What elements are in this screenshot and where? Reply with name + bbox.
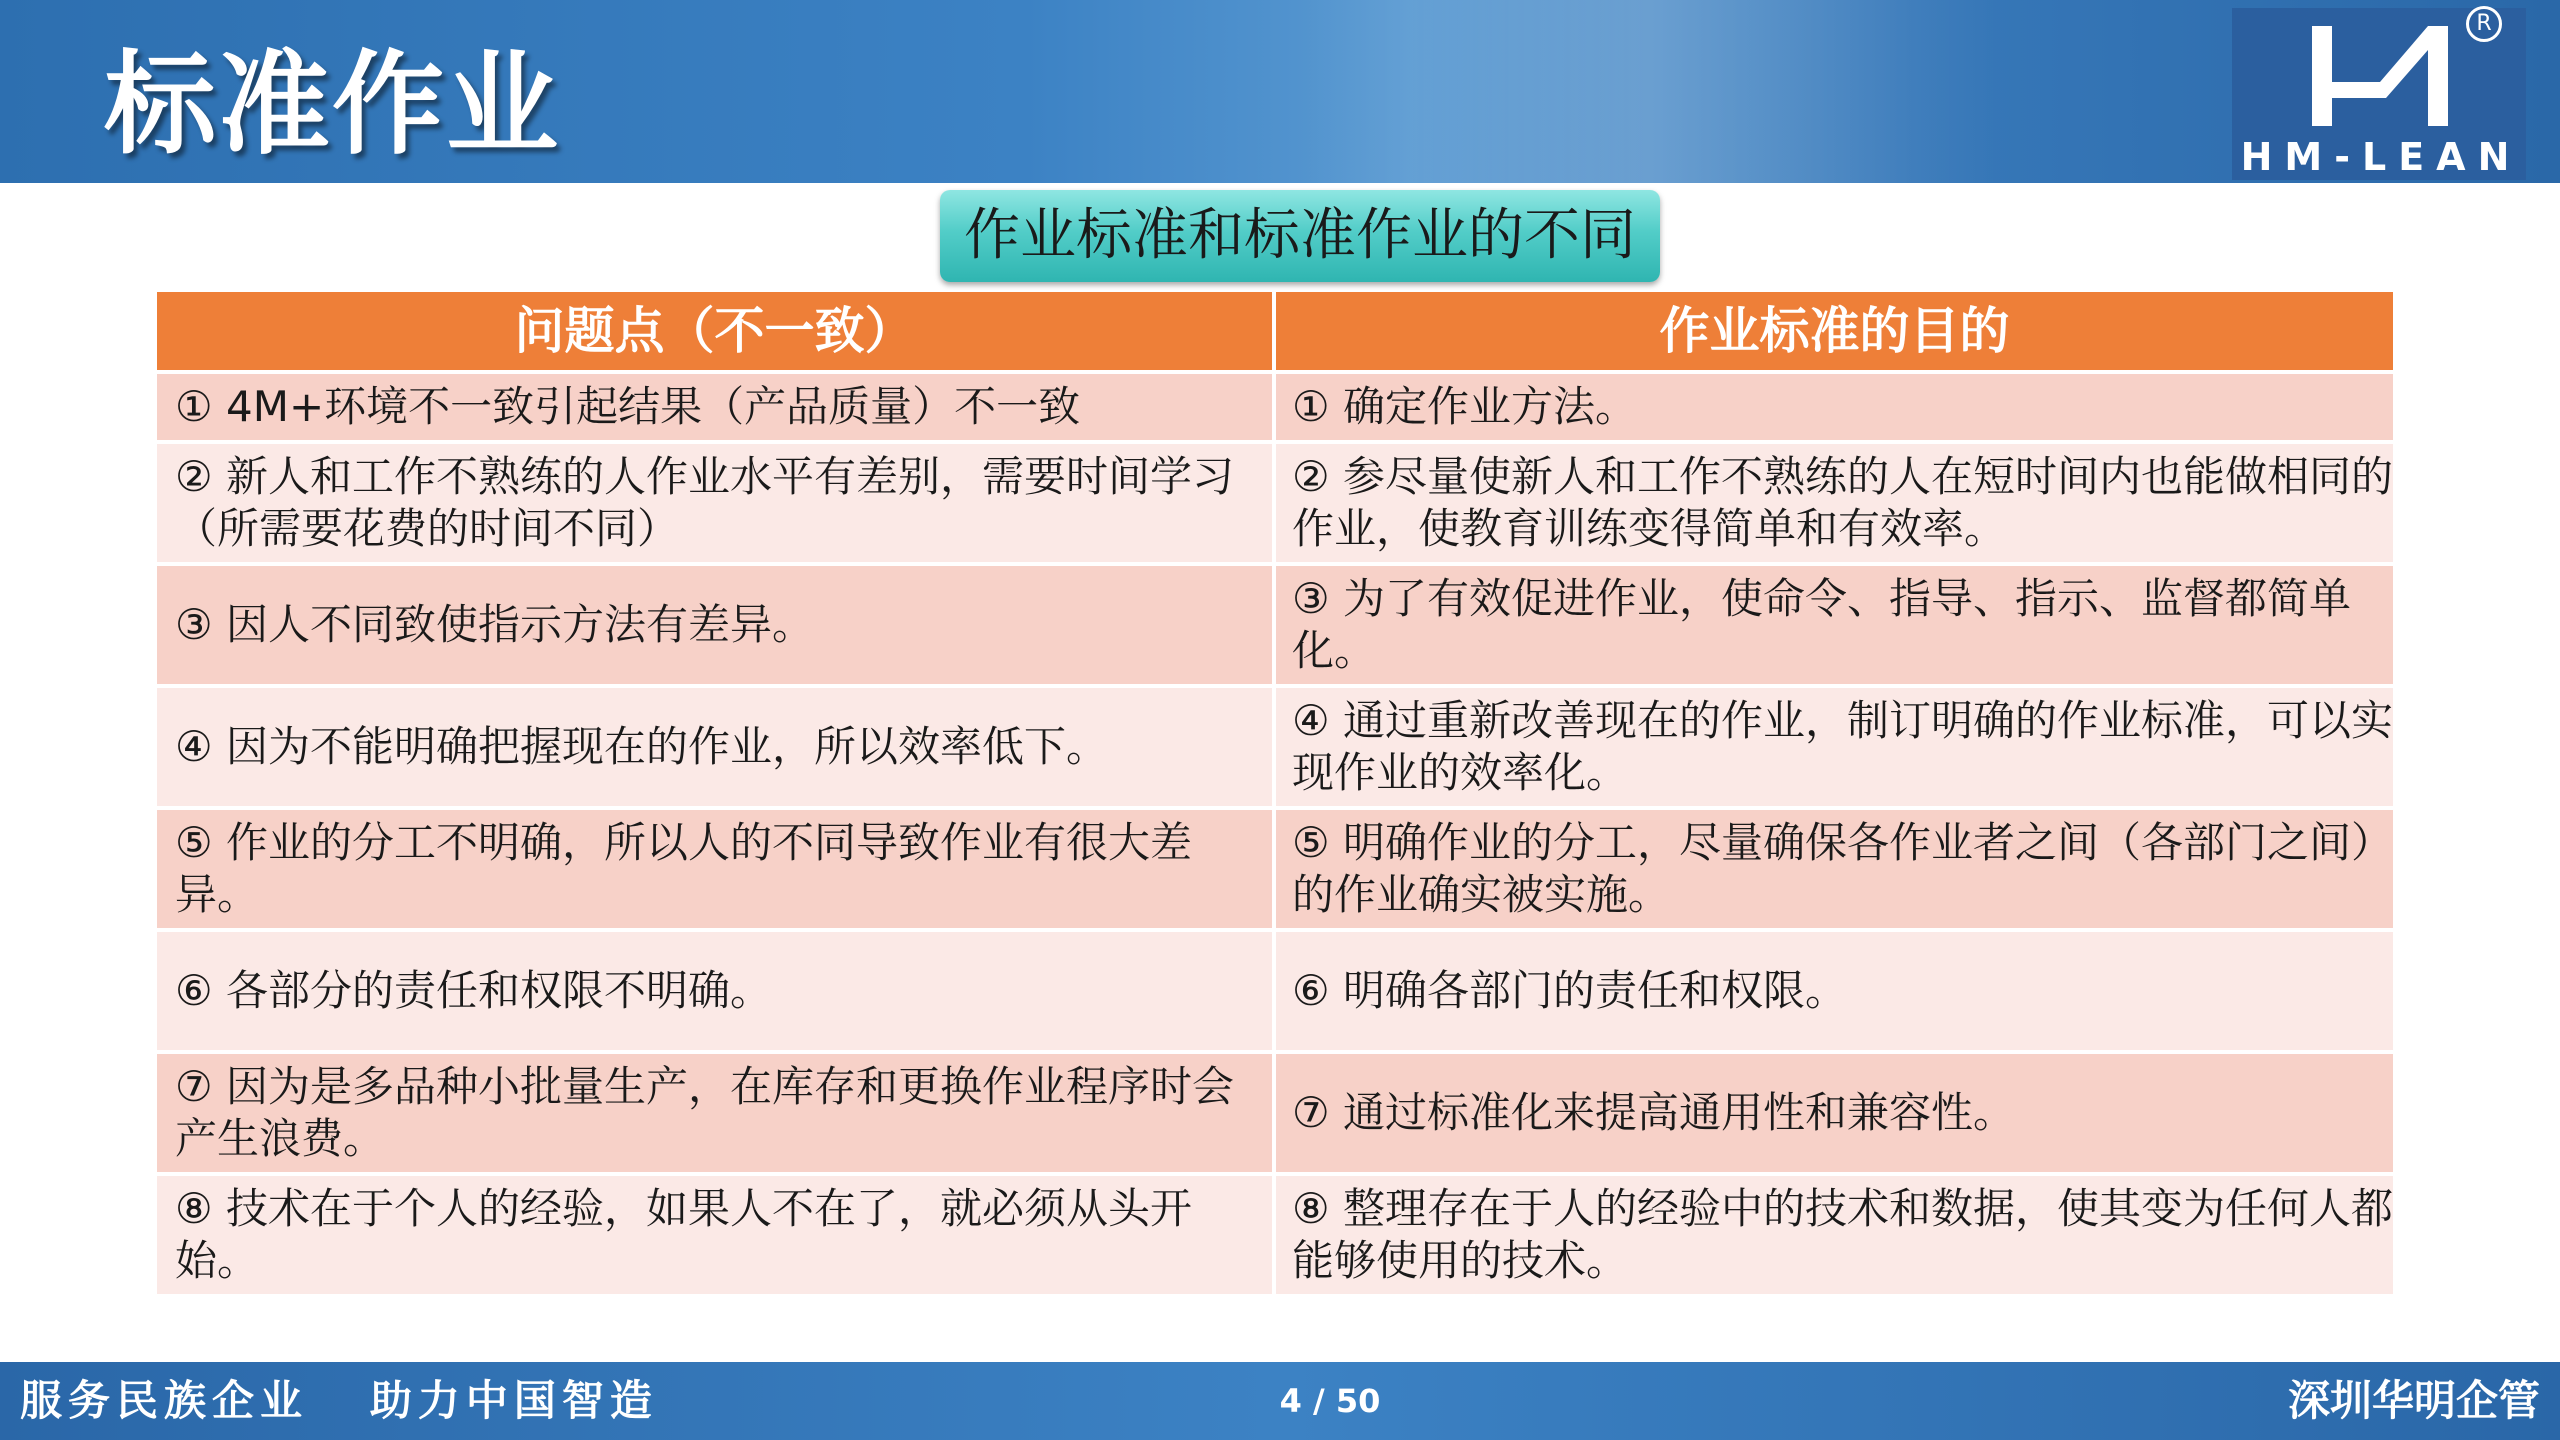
purpose-cell [1276,688,2393,806]
table-row [157,1176,2393,1294]
problem-cell [157,566,1272,684]
purpose-text: ① 确定作业方法。 [1292,382,1638,431]
table-row [157,374,2393,440]
purpose-text: ③ 为了有效促进作业，使命令、指导、指示、监督都简单化。 [1292,574,2352,675]
footer-slogan: 服务民族企业 助力中国智造 [20,1376,658,1425]
purpose-cell [1276,374,2393,440]
problem-cell [157,932,1272,1050]
purpose-text: ⑥ 明确各部门的责任和权限。 [1292,966,1848,1015]
problem-text: ⑥ 各部分的责任和权限不明确。 [175,966,773,1015]
problem-cell [157,444,1272,562]
purpose-cell [1276,444,2393,562]
problem-cell [157,688,1272,806]
table-row [157,810,2393,928]
header-band [0,0,2560,183]
purpose-cell [1276,1054,2393,1172]
problem-text: ⑤ 作业的分工不明确，所以人的不同导致作业有很大差异。 [175,818,1193,919]
problem-text: ④ 因为不能明确把握现在的作业，所以效率低下。 [175,722,1109,771]
problem-cell [157,1176,1272,1294]
table-row [157,932,2393,1050]
column-header-purpose: 作业标准的目的 [1276,292,2393,370]
purpose-cell [1276,810,2393,928]
problem-text: ⑧ 技术在于个人的经验，如果人不在了，就必须从头开始。 [175,1184,1193,1285]
table-header-row [157,292,2393,370]
registered-trademark-icon: R [2466,6,2502,42]
problem-text: ② 新人和工作不熟练的人作业水平有差别，需要时间学习（所需要花费的时间不同） [175,452,1235,553]
purpose-text: ② 参尽量使新人和工作不熟练的人在短时间内也能做相同的作业，使教育训练变得简单和有效率。 [1292,452,2394,553]
table-row [157,566,2393,684]
problem-text: ① 4M+环境不一致引起结果（产品质量）不一致 [175,382,1081,431]
problem-text: ⑦ 因为是多品种小批量生产，在库存和更换作业程序时会产生浪费。 [175,1062,1235,1163]
subtitle: 作业标准和标准作业的不同 [940,190,1660,282]
problem-cell [157,374,1272,440]
table-row [157,688,2393,806]
logo-text: HM-LEAN [2240,135,2522,179]
problem-cell [157,1054,1272,1172]
page-number: 4 / 50 [1279,1382,1381,1420]
footer-company: 深圳华明企管 [2287,1376,2540,1425]
header-shine [1300,0,2000,183]
purpose-text: ④ 通过重新改善现在的作业，制订明确的作业标准，可以实现作业的效率化。 [1292,696,2394,797]
page-title: 标准作业 [104,40,560,170]
column-header-problem: 问题点（不一致） [157,292,1272,370]
problem-text: ③ 因人不同致使指示方法有差异。 [175,600,815,649]
footer-band [0,1362,2560,1440]
hm-logo-icon [2308,22,2452,132]
purpose-text: ⑤ 明确作业的分工，尽量确保各作业者之间（各部门之间）的作业确实被实施。 [1292,818,2394,919]
purpose-cell [1276,1176,2393,1294]
comparison-table [157,292,2393,1298]
table-row [157,1054,2393,1172]
table-row [157,444,2393,562]
purpose-text: ⑦ 通过标准化来提高通用性和兼容性。 [1292,1088,2016,1137]
problem-cell [157,810,1272,928]
purpose-cell [1276,932,2393,1050]
purpose-cell [1276,566,2393,684]
purpose-text: ⑧ 整理存在于人的经验中的技术和数据，使其变为任何人都能够使用的技术。 [1292,1184,2394,1285]
